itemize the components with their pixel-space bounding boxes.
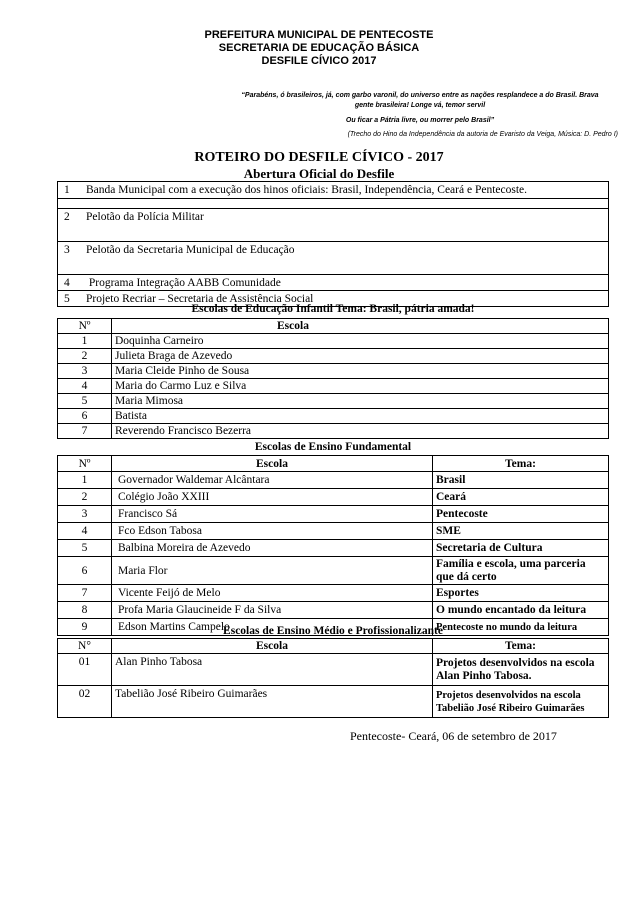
table-row [58, 182, 609, 199]
table-row [58, 686, 609, 718]
table-row [58, 523, 609, 540]
row-text: Pelotão da Polícia Militar [86, 211, 204, 223]
school-name: Maria Cleide Pinho de Sousa [112, 364, 609, 379]
school-theme: O mundo encantado da leitura [433, 602, 609, 619]
row-number: 1 [58, 472, 112, 489]
row-number: 6 [58, 409, 112, 424]
school-name: Governador Waldemar Alcântara [112, 472, 433, 489]
school-name: Maria Flor [112, 557, 433, 585]
col-header-num: Nº [58, 456, 112, 472]
table-row [58, 199, 609, 209]
opening-table [57, 181, 609, 307]
page-subtitle: Abertura Oficial do Desfile [243, 166, 395, 181]
row-number: 4 [58, 523, 112, 540]
school-name: Julieta Braga de Azevedo [112, 349, 609, 364]
anthem-quote-line3: Ou ficar a Pátria livre, ou morrer pelo Brasil” [345, 117, 495, 124]
fundamental-table [57, 455, 609, 636]
table-row [58, 557, 609, 585]
school-theme: Projetos desenvolvidos na escola Alan Pinho Tabosa. [433, 654, 609, 686]
row-text: Banda Municipal com a execução dos hinos oficiais: Brasil, Independência, Ceará e Pentecoste. [86, 184, 527, 196]
school-name: Profa Maria Glaucineide F da Silva [112, 602, 433, 619]
school-theme: Projetos desenvolvidos na escola Tabelião José Ribeiro Guimarães [433, 686, 609, 718]
school-name: Doquinha Carneiro [112, 334, 609, 349]
school-name: Edson Martins Campelo [112, 619, 433, 636]
opening-cell [58, 209, 609, 242]
school-theme: Pentecoste [433, 506, 609, 523]
table-row [58, 275, 609, 291]
col-header-num: N° [58, 639, 112, 654]
row-number: 2 [64, 211, 70, 223]
table-row [58, 489, 609, 506]
opening-cell [58, 242, 609, 275]
table-header-row [58, 456, 609, 472]
row-number: 5 [58, 540, 112, 557]
table-row [58, 424, 609, 439]
row-number: 5 [58, 394, 112, 409]
school-name: Reverendo Francisco Bezerra [112, 424, 609, 439]
anthem-quote-line2: gente brasileira! Longe vá, temor servil [354, 102, 486, 109]
table-row [58, 540, 609, 557]
empty-cell [58, 199, 609, 209]
row-text: Projeto Recriar – Secretaria de Assistência Social [86, 292, 314, 305]
infantil-table [57, 318, 609, 439]
col-header-escola: Escola [112, 456, 433, 472]
row-number: 01 [58, 654, 112, 686]
school-name: Balbina Moreira de Azevedo [112, 540, 433, 557]
table-header-row [58, 319, 609, 334]
school-theme: Esportes [433, 585, 609, 602]
school-name: Batista [112, 409, 609, 424]
row-number: 6 [58, 557, 112, 585]
row-number: 5 [64, 292, 70, 305]
table-row [58, 349, 609, 364]
medio-table [57, 638, 609, 718]
table-row [58, 334, 609, 349]
header-prefeitura: PREFEITURA MUNICIPAL DE PENTECOSTE [204, 29, 434, 41]
fundamental-section-title: Escolas de Ensino Fundamental [254, 441, 412, 453]
school-theme: Família e escola, uma parceria que dá certo [433, 557, 609, 585]
table-row [58, 364, 609, 379]
col-header-tema: Tema: [433, 456, 609, 472]
row-number: 1 [58, 334, 112, 349]
table-row [58, 585, 609, 602]
document-header [0, 29, 638, 68]
row-text: Programa Integração AABB Comunidade [86, 276, 281, 289]
school-name: Maria do Carmo Luz e Silva [112, 379, 609, 394]
school-theme: Brasil [433, 472, 609, 489]
header-secretaria: SECRETARIA DE EDUCAÇÃO BÁSICA [218, 42, 420, 54]
row-number: 4 [64, 276, 70, 289]
school-name: Tabelião José Ribeiro Guimarães [112, 686, 433, 718]
table-row [58, 379, 609, 394]
row-number: 3 [64, 244, 70, 256]
school-theme: SME [433, 523, 609, 540]
table-row [58, 242, 609, 275]
school-name: Francisco Sá [112, 506, 433, 523]
school-name: Maria Mimosa [112, 394, 609, 409]
opening-cell [58, 275, 609, 291]
row-number: 9 [58, 619, 112, 636]
table-row [58, 602, 609, 619]
school-theme: Ceará [433, 489, 609, 506]
table-header-row [58, 639, 609, 654]
page-title: ROTEIRO DO DESFILE CÍVICO - 2017 [194, 150, 444, 165]
infantil-section-title: Escolas de Educação Infantil Tema: Brasil, pátria amada! [191, 303, 475, 315]
table-row [58, 409, 609, 424]
table-row [58, 472, 609, 489]
school-name: Fco Edson Tabosa [112, 523, 433, 540]
row-number: 7 [58, 585, 112, 602]
row-number: 02 [58, 686, 112, 718]
document-date-place: Pentecoste- Ceará, 06 de setembro de 2017 [350, 729, 557, 743]
table-row [58, 209, 609, 242]
header-desfile: DESFILE CÍVICO 2017 [261, 55, 377, 67]
table-row [58, 654, 609, 686]
opening-cell [58, 182, 609, 199]
medio-section-title: Escolas de Ensino Médio e Profissionalizante [223, 625, 443, 637]
row-text: Pelotão da Secretaria Municipal de Educação [86, 244, 295, 256]
col-header-escola: Escola [112, 319, 609, 334]
school-theme: Pentecoste no mundo da leitura [433, 619, 609, 636]
anthem-quote [222, 91, 618, 111]
table-row [58, 394, 609, 409]
row-number: 4 [58, 379, 112, 394]
row-number: 3 [58, 364, 112, 379]
school-name: Alan Pinho Tabosa [112, 654, 433, 686]
row-number: 1 [64, 184, 70, 196]
col-header-num: Nº [58, 319, 112, 334]
col-header-escola: Escola [112, 639, 433, 654]
row-number: 3 [58, 506, 112, 523]
row-number: 2 [58, 489, 112, 506]
anthem-quote-line1: “Parabéns, ó brasileiros, já, com garbo varonil, do universo entre as nações resplandece a do Brasil. Brava [241, 92, 599, 99]
anthem-credit: (Trecho do Hino da Independência da autoria de Evaristo da Veiga, Música: D. Pedro I) [347, 131, 618, 138]
school-name: Colégio João XXIII [112, 489, 433, 506]
row-number: 2 [58, 349, 112, 364]
school-theme: Secretaria de Cultura [433, 540, 609, 557]
col-header-tema: Tema: [433, 639, 609, 654]
row-number: 7 [58, 424, 112, 439]
table-row [58, 506, 609, 523]
school-name: Vicente Feijó de Melo [112, 585, 433, 602]
row-number: 8 [58, 602, 112, 619]
